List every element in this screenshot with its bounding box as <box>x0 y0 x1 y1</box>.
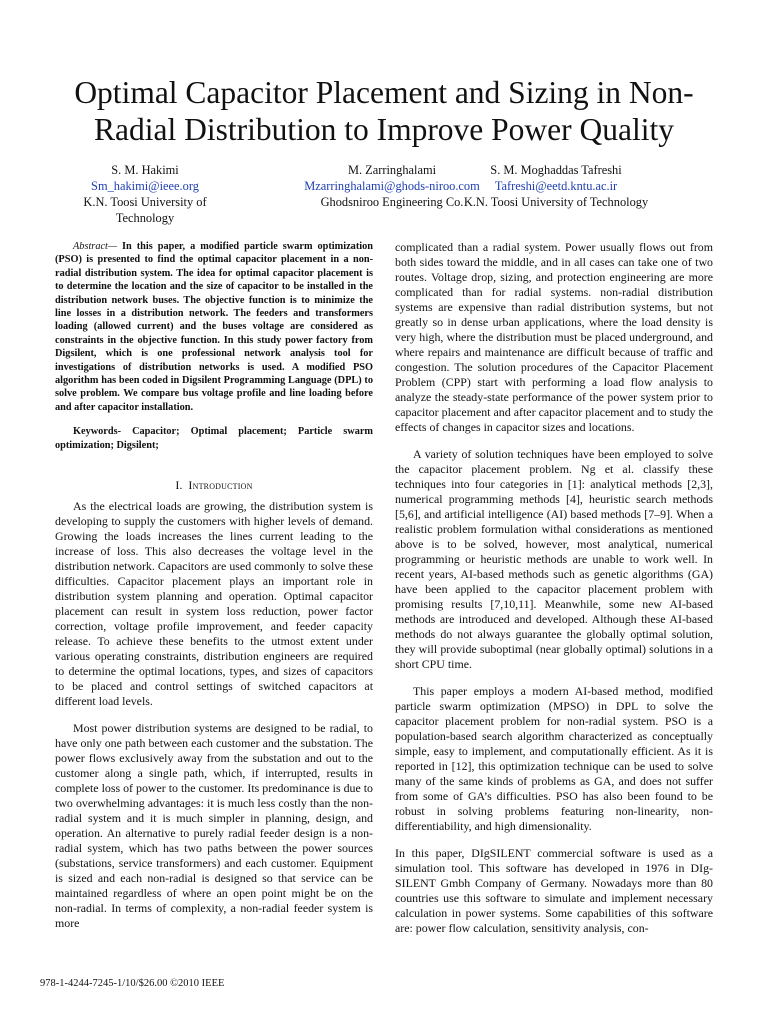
author-name: M. Zarringhalami <box>347 163 437 177</box>
author-affiliation: K.N. Toosi University of Technology <box>83 195 207 225</box>
paragraph: Most power distribution systems are designed to be radial, to have only one path between each customer and the substation. The power flows exclusively away from the substation and out to the customer along a single path, which, if interrupted, results in complete loss of power to the customer. Its predominance is due to two overwhelming advantages: it is much less costly than the non-radial system and it is much simpler in planning, design, and operation. An alternative to purely radial feeder design is a non-radial system, which has two paths between the power sources (substations, service transformers) and each customer. Equipment is sized and each non-radial is designed so that service can be maintained regardless of where an open point might be on the non-radial. In terms of complexity, a non-radial feeder system is more <box>55 721 373 931</box>
author-affiliation: K.N. Toosi University of Technology <box>463 195 649 209</box>
author-name: S. M. Hakimi <box>111 163 179 177</box>
right-column <box>395 240 713 936</box>
copyright-footer: 978-1-4244-7245-1/10/$26.00 ©2010 IEEE <box>40 978 225 989</box>
section-title: Introduction <box>188 478 253 493</box>
abstract <box>55 240 373 414</box>
abstract-text: In this paper, a modified particle swarm optimization (PSO) is presented to find the optimal capacitor placement in a non-radial distribution system. The idea for optimal capacitor placement is to determine the location and the size of capacitor to be installed in the distribution network buses. The objective function is to minimize the line losses in a distribution network. The feeders and transformers loading (allowed current) and the buses voltage are considered as constraints in the objective function. In this study power factory from Digsilent, which is one professional network analysis tool for investigations of distribution networks is used. A modified PSO algorithm has been coded in Digsilent Programming Language (DPL) to solve problem. We compare bus voltage profile and line loading before and after capacitor installation. <box>55 241 373 413</box>
section-heading <box>55 478 373 493</box>
author-email[interactable]: Mzarringhalami@ghods-niroo.com <box>304 179 480 193</box>
author-1 <box>60 162 230 226</box>
paragraph: In this paper, DIgSILENT commercial software is used as a simulation tool. This software has developed in 1976 in DIg-SILENT Gmbh Company of Germany. Nowadays more than 80 countries use this software to simulate and implement necessary calculation in power systems. Some capabilities of this software are: power flow calculation, sensitivity analysis, con- <box>395 846 713 935</box>
paper-title: Optimal Capacitor Placement and Sizing in Non-Radial Distribution to Improve Power Quality <box>74 75 694 147</box>
author-block <box>0 162 768 225</box>
author-3 <box>456 162 656 210</box>
paragraph: As the electrical loads are growing, the distribution system is developing to supply the customers with higher levels of demand. Growing the loads increases the lines current leading to the increase of loss. This also decreases the voltage level in the distribution network. Capacitors are used commonly to solve these difficulties. Capacitor placement plays an important role in distribution system planning and operation. Optimal capacitor placement can result in system loss reduction, power factor correction, voltage profile improvement, and feeder capacity release. To achieve these benefits to the utmost extent under various operating constraints, distribution engineers are required to determine the optimal locations, types, and sizes of capacitors to be placed and control settings of switched capacitors at different load levels. <box>55 499 373 709</box>
author-email[interactable]: Sm_hakimi@ieee.org <box>91 179 199 193</box>
left-column <box>55 240 373 931</box>
paragraph: complicated than a radial system. Power usually flows out from both sides toward the middle, and in all cases can take one of two routes. Voltage drop, sizing, and protection engineering are more complicated than for radial systems. non-radial distribution systems are expensive than radial distribution systems, but not greatly so in dense urban applications, where the load density is very high, where the distribution must be placed underground, and where repairs and maintenance are difficult because of traffic and congestion. The solution procedures of the Capacitor Placement Problem (CPP) start with performing a load flow analysis to analyze the steady-state performance of the power system prior to capacitor placement and after capacitor placement and to study the effects of changes in capacitor sizes and locations. <box>395 240 713 434</box>
author-email[interactable]: Tafreshi@eetd.kntu.ac.ir <box>494 179 618 193</box>
abstract-label: Abstract— <box>73 241 118 252</box>
keywords: Keywords- Capacitor; Optimal placement; Particle swarm optimization; Digsilent; <box>55 426 373 451</box>
paragraph: This paper employs a modern AI-based method, modified particle swarm optimization (MPSO) in DPL to solve the capacitor placement problem for non-radial system. PSO is a population-based search algorithm characterized as conceptually simple, easy to implement, and computationally efficient. As it is reported in [12], this optimization technique can be used to solve many of the same kinds of problems as GA, and does not suffer from some of GA’s difficulties. PSO has also been found to be robust in solving problems featuring non-linearity, non-differentiability, and high dimensionality. <box>395 684 713 833</box>
paragraph: A variety of solution techniques have been employed to solve the capacitor placement problem. Ng et al. classify these techniques into four categories in [1]: analytical methods [2,3], numerical programming methods [4], heuristic search methods [5,6], and artificial intelligence (AI) based methods [7–9]. When a realistic problem formulation withal considerations as mentioned above is to be solved, however, most analytical, numerical programming or heuristic methods are unable to work well. In recent years, AI-based methods such as genetic algorithms (GA) have been applied to the capacitor placement problem with promising results [7,10,11]. Meanwhile, some new AI-based methods are introduced and developed. Although these AI-based methods do not always guarantee the globally optimal solution, they will provide suboptimal (near globally optimal) solutions in a short CPU time. <box>395 447 713 671</box>
section-number: I. <box>175 478 183 493</box>
author-name: S. M. Moghaddas Tafreshi <box>490 163 622 177</box>
author-affiliation: Ghodsniroo Engineering Co. <box>320 195 464 209</box>
